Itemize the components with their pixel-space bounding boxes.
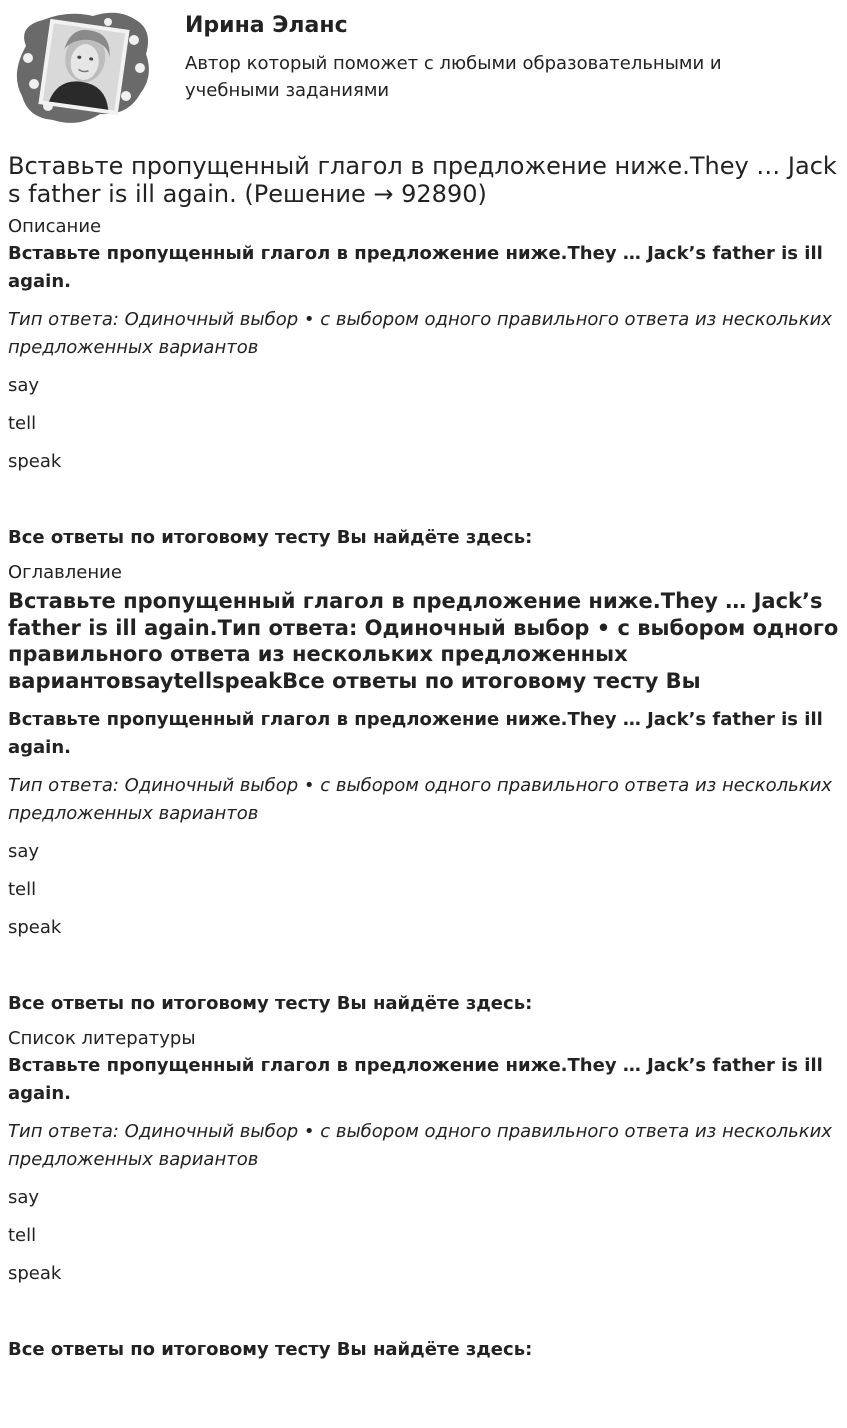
all-answers-note: Все ответы по итоговому тесту Вы найдёте здесь: bbox=[8, 1339, 533, 1360]
option-say: say bbox=[8, 841, 40, 862]
answer-type: Тип ответа: Одиночный выбор • с выбором одного правильного ответа из нескольких предложенных вариантов bbox=[8, 775, 832, 824]
option-tell: tell bbox=[8, 1225, 37, 1246]
author-card bbox=[8, 0, 839, 136]
option-say: say bbox=[8, 375, 40, 396]
option-speak: speak bbox=[8, 451, 62, 472]
question-text: Вставьте пропущенный глагол в предложение ниже.They … Jack’s father is ill again. bbox=[8, 1055, 823, 1104]
option-say: say bbox=[8, 1187, 40, 1208]
author-photo-icon bbox=[8, 6, 153, 126]
answer-type: Тип ответа: Одиночный выбор • с выбором одного правильного ответа из нескольких предложенных вариантов bbox=[8, 1121, 832, 1170]
avatar bbox=[8, 6, 153, 126]
answer-type: Тип ответа: Одиночный выбор • с выбором одного правильного ответа из нескольких предложенных вариантов bbox=[8, 309, 832, 358]
question-text: Вставьте пропущенный глагол в предложение ниже.They … Jack’s father is ill again. bbox=[8, 243, 823, 292]
option-speak: speak bbox=[8, 1263, 62, 1284]
option-tell: tell bbox=[8, 413, 37, 434]
description-section bbox=[8, 216, 839, 552]
option-speak: speak bbox=[8, 917, 62, 938]
author-description: Автор который поможет с любыми образовательными и учебными заданиями bbox=[185, 53, 722, 101]
bibliography-section bbox=[8, 1028, 839, 1364]
toc-label: Оглавление bbox=[8, 562, 122, 583]
question-text: Вставьте пропущенный глагол в предложение ниже.They … Jack’s father is ill again. bbox=[8, 709, 823, 758]
bibliography-label: Список литературы bbox=[8, 1028, 196, 1049]
all-answers-note: Все ответы по итоговому тесту Вы найдёте здесь: bbox=[8, 993, 533, 1014]
author-info bbox=[185, 6, 785, 104]
author-name[interactable]: Ирина Эланс bbox=[185, 13, 348, 38]
option-tell: tell bbox=[8, 879, 37, 900]
description-label: Описание bbox=[8, 216, 102, 237]
all-answers-note: Все ответы по итоговому тесту Вы найдёте здесь: bbox=[8, 527, 533, 548]
page-title: Вставьте пропущенный глагол в предложение ниже.They … Jack s father is ill again. (Решение → 92890) bbox=[8, 152, 837, 208]
toc-heading: Вставьте пропущенный глагол в предложение ниже.They … Jack’s father is ill again.Тип ответа: Одиночный выбор • с выбором одного правильного ответа из нескольких предложенных вариантовsaytellspeakВсе ответы по итоговому тесту Вы bbox=[8, 589, 839, 693]
toc-section bbox=[8, 562, 839, 1018]
